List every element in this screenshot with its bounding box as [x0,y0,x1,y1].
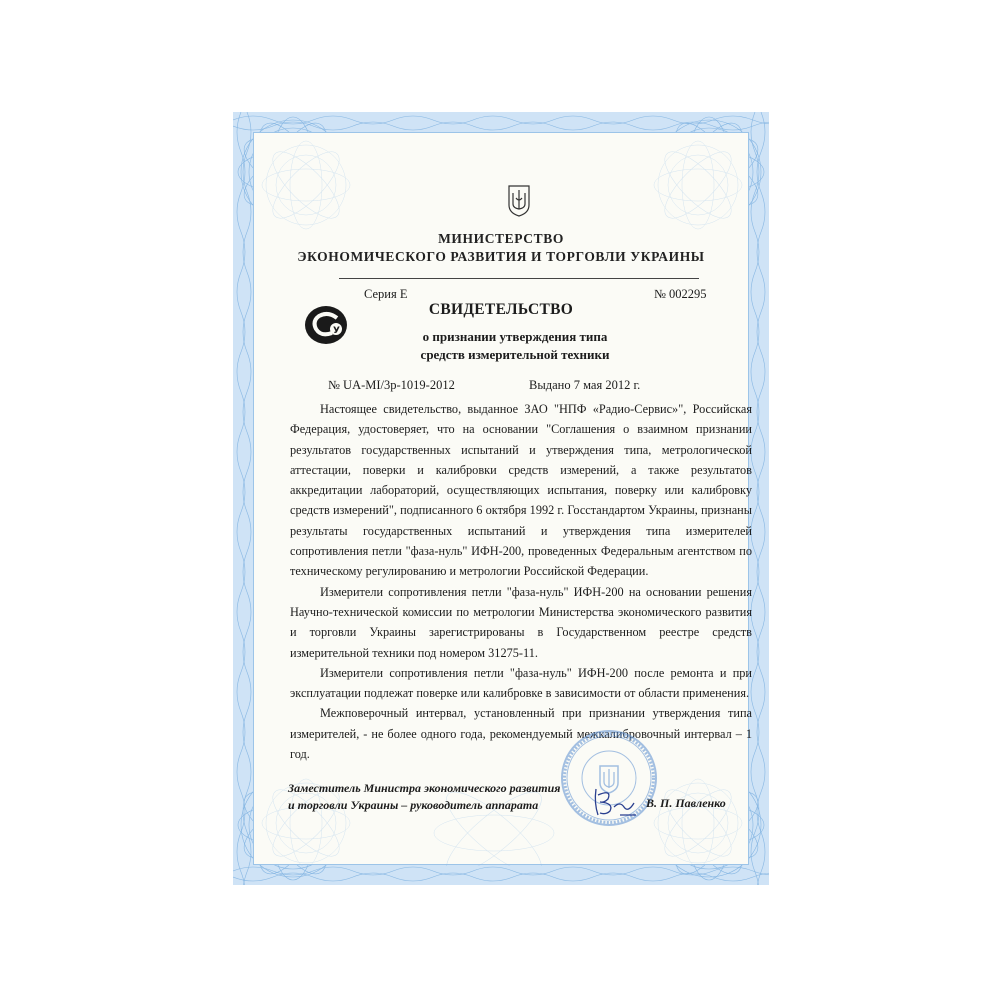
svg-text:У: У [333,326,340,336]
certificate-subtitle-line1: о признании утверждения типа [422,329,608,344]
certificate-body [290,399,752,764]
certificate-frame [233,112,769,885]
signer-position-line1: Заместитель Министра экономического развития [288,781,561,795]
header-divider [339,278,699,279]
signer-position [288,780,588,814]
ministry-name-line1: МИНИСТЕРСТВО [438,231,564,246]
registration-number: № UA-MI/3р-1019-2012 [328,378,455,392]
handwritten-signature [590,785,640,821]
issue-date: Выдано 7 мая 2012 г. [529,378,641,392]
body-paragraph-1: Настоящее свидетельство, выданное ЗАО "НПФ «Радио-Сервис»", Российская Федерация, удостоверяет, что на основании "Соглашения о взаимном признании результатов государственных испытаний и утверждения типа, метрологической аттестации, поверки и калибровки средств измерений, а также результатов аккредитации лабораторий, осуществляющих испытания, поверку или калибровку средств измерений", подписанного 6 октября 1992 г. Госстандартом Украины, признаны результаты государственных испытаний и утверждения типа измерителей сопротивления петли "фаза-нуль" ИФН-200, проведенных Федеральным агентством по техническому регулированию и метрологии Российской Федерации. [290,402,752,579]
certificate-number: № 002295 [654,287,707,301]
signer-position-line2: и торговли Украины – руководитель аппарата [288,798,539,812]
certificate-paper [253,132,752,865]
trident-coat-of-arms-icon [507,185,531,217]
body-paragraph-2: Измерители сопротивления петли "фаза-нуль" ИФН-200 на основании решения Научно-технической комиссии по метрологии Министерства экономического развития и торговли Украины зарегистрированы в Государственном реестре средств измерительной техники под номером 31275-11. [290,584,752,660]
signer-name: В. П. Павленко [646,796,726,810]
body-paragraph-4: Межповерочный интервал, установленный при признании утверждения типа измерителей, - не более одного года, рекомендуемый межкалибровочный интервал – 1 год. [290,706,752,762]
series-label: Серия Е [364,287,408,301]
body-paragraph-3: Измерители сопротивления петли "фаза-нуль" ИФН-200 после ремонта и при эксплуатации подлежат поверке или калибровке в зависимости от области применения. [290,665,752,701]
ministry-name-line2: ЭКОНОМИЧЕСКОГО РАЗВИТИЯ И ТОРГОВЛИ УКРАИНЫ [297,249,705,264]
certificate-subtitle-line2: средств измерительной техники [420,347,610,362]
certificate-title: СВИДЕТЕЛЬСТВО [428,301,574,318]
